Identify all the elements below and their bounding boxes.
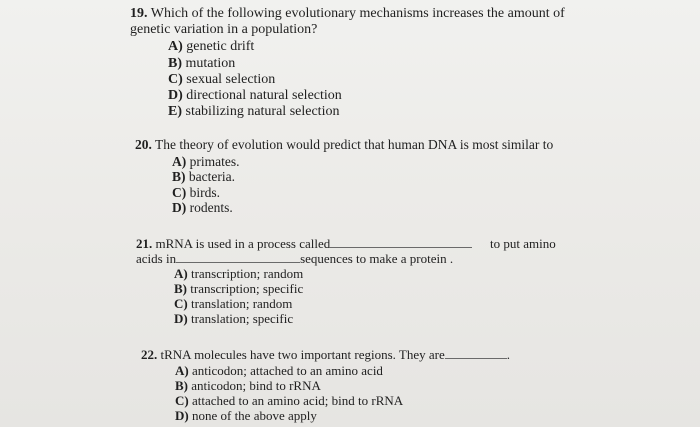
question-21-stem-text1: mRNA is used in a process called — [155, 236, 331, 251]
option-20b — [172, 169, 553, 185]
option-letter: C) — [168, 71, 183, 87]
option-text: birds. — [189, 184, 220, 200]
option-21a — [174, 266, 472, 281]
question-21 — [136, 236, 556, 326]
question-21-stem-line2 — [136, 251, 472, 266]
question-21-options — [136, 266, 472, 326]
option-text: sexual selection — [186, 71, 276, 87]
option-20a — [172, 154, 553, 170]
option-letter: A) — [175, 363, 189, 378]
question-22-stem-text1: tRNA molecules have two important regions. They are — [160, 347, 445, 362]
question-22-stem-text2: . — [506, 347, 510, 362]
question-22-stem — [141, 347, 510, 362]
option-text: genetic drift — [186, 39, 255, 55]
option-text: translation; specific — [190, 311, 294, 326]
question-20-stem — [135, 137, 553, 153]
question-19-options — [130, 39, 565, 120]
option-text: translation; random — [190, 296, 293, 311]
question-21-stem-text4: sequences to make a protein — [300, 251, 447, 266]
option-20c — [172, 185, 553, 201]
option-19c — [168, 72, 565, 88]
option-letter: E) — [168, 104, 182, 120]
option-22d — [175, 408, 510, 423]
question-22-number: 22. — [141, 347, 158, 362]
option-text: rodents. — [189, 200, 233, 215]
option-letter: B) — [172, 169, 186, 184]
option-text: directional natural selection — [186, 88, 342, 104]
question-20-number: 20. — [135, 137, 152, 152]
option-21b — [174, 281, 472, 296]
question-21-stem-line1 — [136, 236, 556, 251]
question-21-stem-text3: acids in — [136, 251, 177, 266]
option-text: anticodon; attached to an amino acid — [191, 363, 383, 378]
option-letter: D) — [175, 408, 189, 423]
option-letter: D) — [174, 311, 188, 326]
question-19-stem-line2: genetic variation in a population? — [130, 22, 318, 38]
option-21c — [174, 296, 472, 311]
option-text: transcription; specific — [190, 281, 304, 296]
option-text: attached to an amino acid; bind to rRNA — [191, 393, 404, 408]
option-letter: B) — [174, 281, 187, 296]
option-text: primates. — [189, 153, 240, 169]
option-letter: C) — [175, 393, 189, 408]
fill-in-blank-1[interactable] — [330, 247, 472, 248]
option-letter: A) — [172, 153, 187, 169]
option-text: none of the above apply — [191, 408, 317, 423]
option-letter: C) — [174, 296, 188, 311]
option-19b — [168, 56, 565, 72]
option-19e — [168, 104, 565, 120]
question-21-stem-text2: to put amino — [490, 236, 556, 251]
question-21-number: 21. — [136, 236, 153, 251]
option-letter: B) — [175, 378, 188, 393]
question-21-stem-text5: . — [449, 251, 454, 266]
option-letter: D) — [168, 88, 183, 104]
option-text: transcription; random — [190, 266, 304, 281]
option-letter: A) — [168, 39, 183, 55]
question-22-options — [141, 363, 510, 423]
option-text: stabilizing natural selection — [185, 104, 340, 120]
option-text: bacteria. — [188, 169, 235, 184]
option-22c — [175, 393, 510, 408]
option-22b — [175, 378, 510, 393]
option-22a — [175, 363, 510, 378]
option-letter: D) — [172, 200, 187, 215]
question-20-options — [135, 154, 553, 216]
option-text: mutation — [185, 55, 236, 71]
fill-in-blank-3[interactable] — [445, 358, 507, 359]
option-19a — [168, 39, 565, 55]
question-20-stem-text: The theory of evolution would predict that human DNA is most similar to — [155, 137, 554, 152]
option-19d — [168, 88, 565, 104]
question-19-stem-text1: Which of the following evolutionary mechanisms increases the amount of — [150, 6, 565, 21]
question-22 — [141, 347, 510, 423]
option-20d — [172, 200, 553, 216]
question-19-number: 19. — [130, 6, 148, 21]
fill-in-blank-2[interactable] — [176, 262, 300, 263]
option-letter: C) — [172, 184, 187, 200]
option-21d — [174, 311, 472, 326]
question-19-stem-line1 — [130, 6, 565, 22]
question-20 — [135, 137, 553, 216]
question-19 — [130, 6, 565, 120]
option-letter: A) — [174, 266, 188, 281]
option-letter: B) — [168, 55, 182, 71]
option-text: anticodon; bind to rRNA — [191, 378, 321, 393]
